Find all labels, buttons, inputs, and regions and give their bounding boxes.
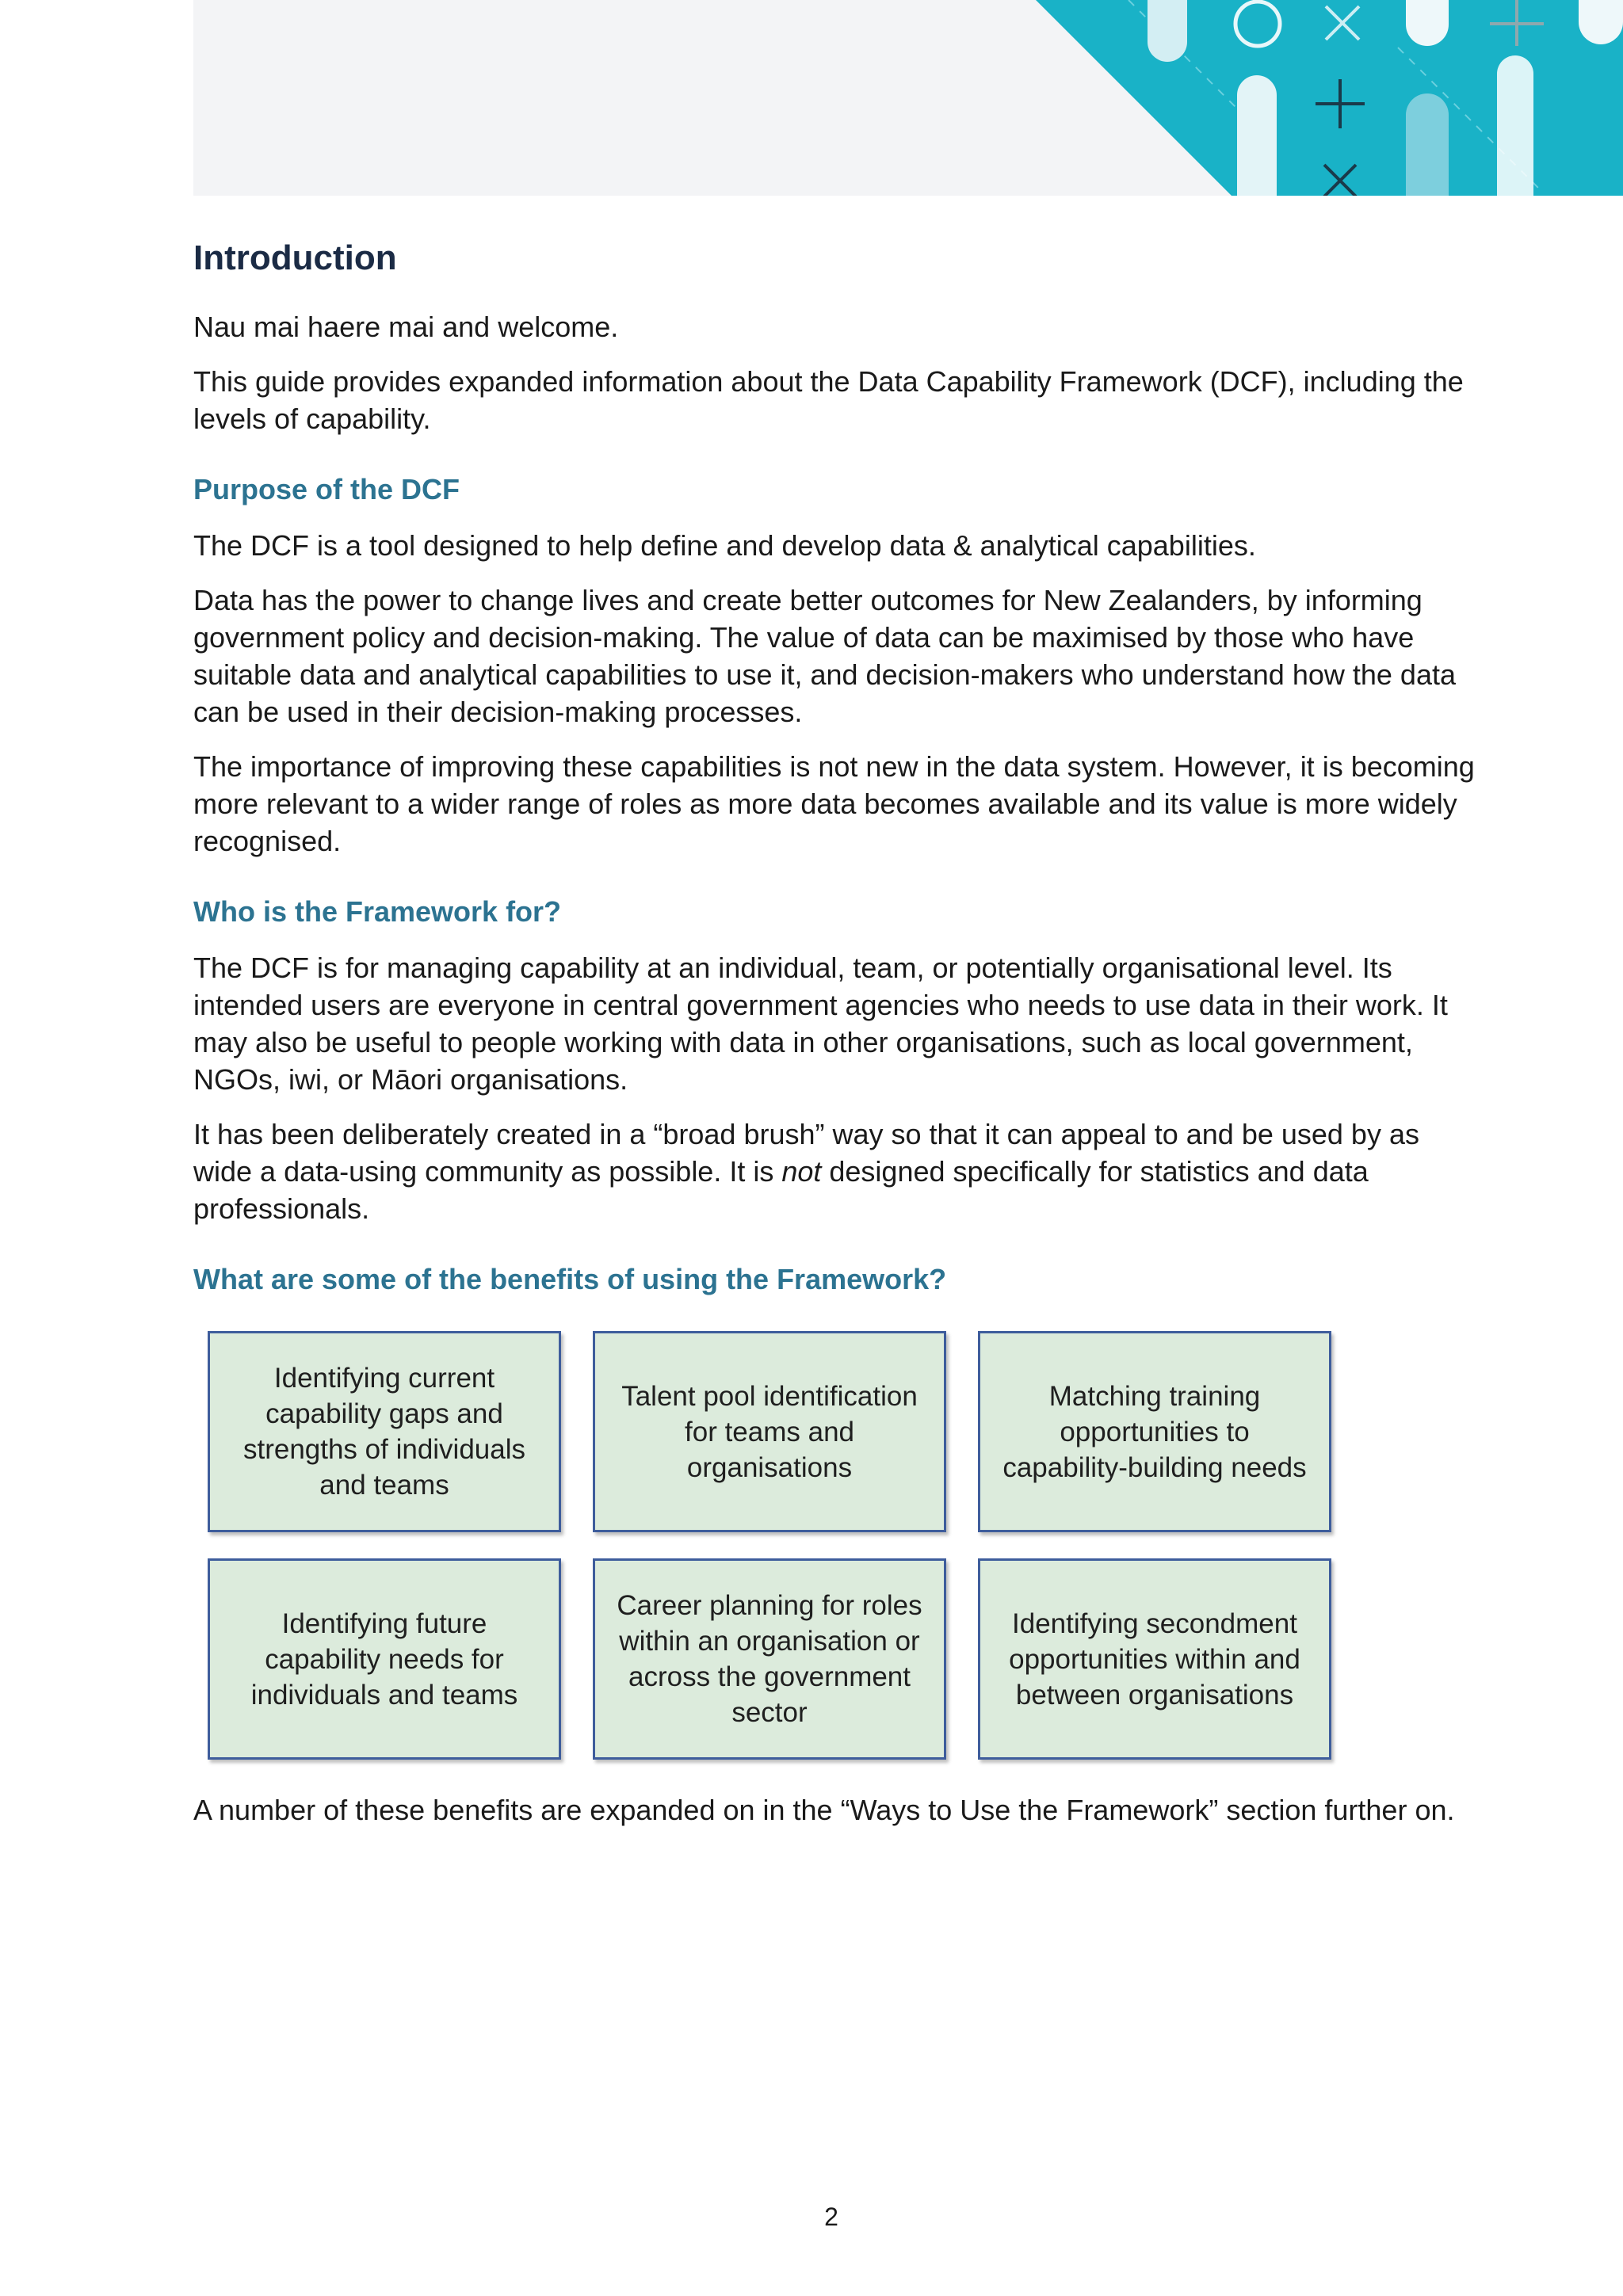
page-title: Introduction [193, 238, 397, 277]
greeting-text: Nau mai haere mai and welcome. [193, 310, 619, 343]
emphasis-text: not [781, 1155, 822, 1188]
purpose-paragraph: Data has the power to change lives and create better outcomes for New Zealanders, by informing government policy and decision-making. The value of data can be maximised by those who have suitable data and analytical capabilities to use it, and decision-makers who understand how the data can be used in their decision-making processes. [193, 583, 1456, 728]
teal-triangle [1036, 0, 1623, 196]
benefits-footer-note: A number of these benefits are expanded on in the “Ways to Use the Framework” section further on. [193, 1794, 1455, 1827]
purpose-heading: Purpose of the DCF [193, 472, 460, 505]
benefits-heading: What are some of the benefits of using the Framework? [193, 1263, 947, 1296]
pill-icon [1406, 0, 1449, 46]
pill-icon [1497, 55, 1533, 196]
purpose-paragraph: The importance of improving these capabilities is not new in the data system. However, it is becoming more relevant to a wider range of roles as more data becomes available and its value is more widely recognised. [193, 749, 1475, 857]
main-content [193, 238, 1477, 1846]
benefits-diagram [208, 1331, 1349, 1760]
guide-description: This guide provides expanded information about the Data Capability Framework (DCF), including the levels of capability. [193, 364, 1464, 435]
benefit-box: Matching training opportunities to capability-building needs [978, 1331, 1331, 1532]
page-number: 2 [824, 2203, 838, 2231]
header-banner [193, 0, 1623, 196]
pill-icon [1148, 0, 1187, 62]
audience-paragraph-broad-brush [193, 1116, 1477, 1227]
pill-icon [1406, 93, 1449, 196]
text-span: It has been deliberately created in a “broad brush” way so that it can appeal to and be used by as wide a data-using community as possible. It is [193, 1118, 1419, 1188]
decorative-pattern [193, 0, 1623, 196]
pill-icon [1579, 0, 1623, 44]
purpose-paragraph: The DCF is a tool designed to help define and develop data & analytical capabilities. [193, 528, 1256, 562]
benefit-box: Identifying future capability needs for individuals and teams [208, 1558, 561, 1760]
pill-icon [1237, 75, 1277, 196]
benefit-box: Identifying current capability gaps and strengths of individuals and teams [208, 1331, 561, 1532]
audience-paragraph: The DCF is for managing capability at an individual, team, or potentially organisational level. Its intended users are everyone in central government agencies who needs to use data in their work. It may also be useful to people working with data in other organisations, such as local government, NGOs, iwi, or Māori organisations. [193, 952, 1448, 1097]
text-span: designed specifically for statistics and data professionals. [193, 1155, 1369, 1226]
benefit-box: Career planning for roles within an organisation or across the government sector [593, 1558, 946, 1760]
audience-heading: Who is the Framework for? [193, 894, 562, 928]
benefit-box: Talent pool identification for teams and organisations [593, 1331, 946, 1532]
benefit-box: Identifying secondment opportunities within and between organisations [978, 1558, 1331, 1760]
